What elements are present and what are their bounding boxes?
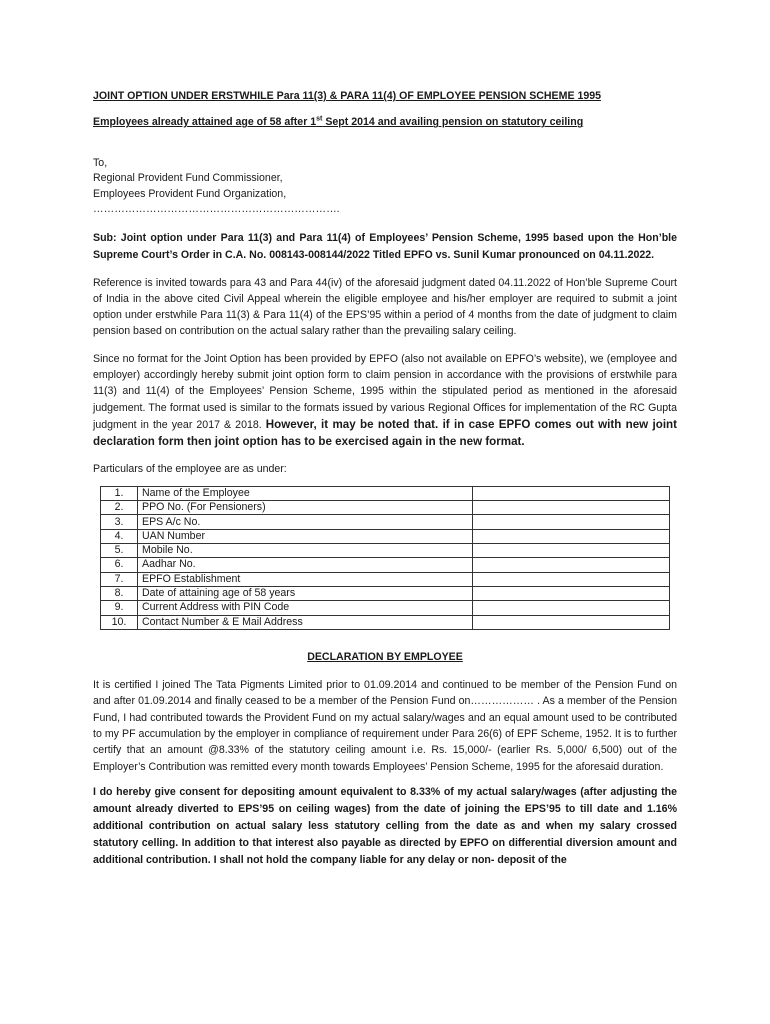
subtitle-superscript: st xyxy=(316,115,323,123)
address-to: To, xyxy=(93,156,108,169)
row-value-field[interactable] xyxy=(473,586,670,600)
subtitle-text-end: Sept 2014 and availing pension on statutory ceiling xyxy=(322,116,584,129)
row-value-field[interactable] xyxy=(473,601,670,615)
row-value-field[interactable] xyxy=(473,558,670,572)
row-number: 7. xyxy=(101,572,138,586)
document-body xyxy=(93,88,677,869)
consent-paragraph: I do hereby give consent for depositing amount equivalent to 8.33% of my actual salary/wages (after adjusting the amount already diverted to EPS’95 on ceiling wages) from the date of joining the EPS’95 to till date and 1.16% additional contribution on actual salary less statutory celling from the date as and when my salary crossed statutory celling. In addition to that interest also payable as directed by EPFO on differential diversion amount and additional contribution. I shall not hold the company liable for any delay or non- deposit of the xyxy=(93,785,677,866)
row-value-field[interactable] xyxy=(473,615,670,629)
row-label: EPFO Establishment xyxy=(138,572,473,586)
row-number: 1. xyxy=(101,486,138,500)
row-number: 4. xyxy=(101,529,138,543)
row-label: Name of the Employee xyxy=(138,486,473,500)
subtitle-text-start: Employees already attained age of 58 after 1 xyxy=(93,116,317,129)
row-label: Date of attaining age of 58 years xyxy=(138,586,473,600)
row-number: 9. xyxy=(101,601,138,615)
row-number: 2. xyxy=(101,501,138,515)
row-number: 6. xyxy=(101,558,138,572)
table-row xyxy=(101,572,670,586)
row-label: Mobile No. xyxy=(138,544,473,558)
table-row xyxy=(101,601,670,615)
table-row xyxy=(101,544,670,558)
row-value-field[interactable] xyxy=(473,501,670,515)
format-paragraph xyxy=(93,351,677,451)
subject-line: Sub: Joint option under Para 11(3) and Para 11(4) of Employees’ Pension Scheme, 1995 based upon the Hon’ble Supreme Court’s Order in C.A. No. 008143-008144/2022 Titled EPFO vs. Sunil Kumar pronounced on 04.11.2022. xyxy=(93,231,677,261)
document-subtitle xyxy=(93,114,677,130)
table-row xyxy=(101,615,670,629)
address-line-2: Employees Provident Fund Organization, xyxy=(93,187,287,200)
row-value-field[interactable] xyxy=(473,515,670,529)
row-value-field[interactable] xyxy=(473,529,670,543)
row-number: 10. xyxy=(101,615,138,629)
table-row xyxy=(101,586,670,600)
address-line-1: Regional Provident Fund Commissioner, xyxy=(93,172,283,185)
row-number: 5. xyxy=(101,544,138,558)
particulars-intro: Particulars of the employee are as under: xyxy=(93,462,287,475)
declaration-paragraph: It is certified I joined The Tata Pigments Limited prior to 01.09.2014 and continued to be member of the Pension Fund on and after 01.09.2014 and finally ceased to be a member of the Pension Fund on……………… . As a member of the Pension Fund, I had contributed towards the Provident Fund on my actual salary/wages and an equal amount used to be contributed to my PF accumulation by the employer in compliance of requirement under Para 26(6) of EPF Scheme, 1952. It is to further certify that an amount @8.33% of the statutory ceiling amount i.e. Rs. 15,000/- (earlier Rs. 5,000/ 6,500) out of the Employer’s Contribution was remitted every month towards Employees’ Pension Scheme, 1995 for the aforesaid duration. xyxy=(93,679,677,773)
table-row xyxy=(101,515,670,529)
format-paragraph-text: Since no format for the Joint Option has been provided by EPFO (also not available on EPFO’s website), we (employee and employer) accordingly hereby submit joint option form to claim pension in accordance with the provisions of erstwhile para 11(3) and 11(4) of the Employees’ Pension Scheme, 1995 within the stipulated period as mentioned in the aforesaid judgement. The format used is similar to the formats issued by various Regional Offices for implementation of the RC Gupta judgment in the year 2017 & 2018. xyxy=(93,352,677,431)
row-label: Current Address with PIN Code xyxy=(138,601,473,615)
document-title: JOINT OPTION UNDER ERSTWHILE Para 11(3) & PARA 11(4) OF EMPLOYEE PENSION SCHEME 1995 xyxy=(93,90,602,102)
address-line-3: ……………………………………………………………. xyxy=(93,203,340,216)
row-label: EPS A/c No. xyxy=(138,515,473,529)
row-label: UAN Number xyxy=(138,529,473,543)
recipient-address xyxy=(93,156,677,218)
row-value-field[interactable] xyxy=(473,544,670,558)
declaration-heading: DECLARATION BY EMPLOYEE xyxy=(307,650,463,663)
employee-particulars-table xyxy=(100,486,670,630)
table-row xyxy=(101,486,670,500)
row-value-field[interactable] xyxy=(473,486,670,500)
table-row xyxy=(101,529,670,543)
table-row xyxy=(101,501,670,515)
row-label: PPO No. (For Pensioners) xyxy=(138,501,473,515)
row-label: Aadhar No. xyxy=(138,558,473,572)
row-number: 3. xyxy=(101,515,138,529)
format-paragraph-note: However, it may be noted that. if in case EPFO comes out with new joint declaration form then joint option has to be exercised again in the new format. xyxy=(93,417,677,449)
row-value-field[interactable] xyxy=(473,572,670,586)
reference-paragraph: Reference is invited towards para 43 and Para 44(iv) of the aforesaid judgment dated 04.11.2022 of Hon’ble Supreme Court of India in the above cited Civil Appeal wherein the eligible employee and his/her employer are required to submit a joint option under erstwhile Para 11(3) & Para 11(4) of the EPS’95 within a period of 4 months from the date of judgment to claim pension based on contribution on the actual salary rather than the prevailing salary ceiling. xyxy=(93,276,677,338)
row-number: 8. xyxy=(101,586,138,600)
table-row xyxy=(101,558,670,572)
row-label: Contact Number & E Mail Address xyxy=(138,615,473,629)
